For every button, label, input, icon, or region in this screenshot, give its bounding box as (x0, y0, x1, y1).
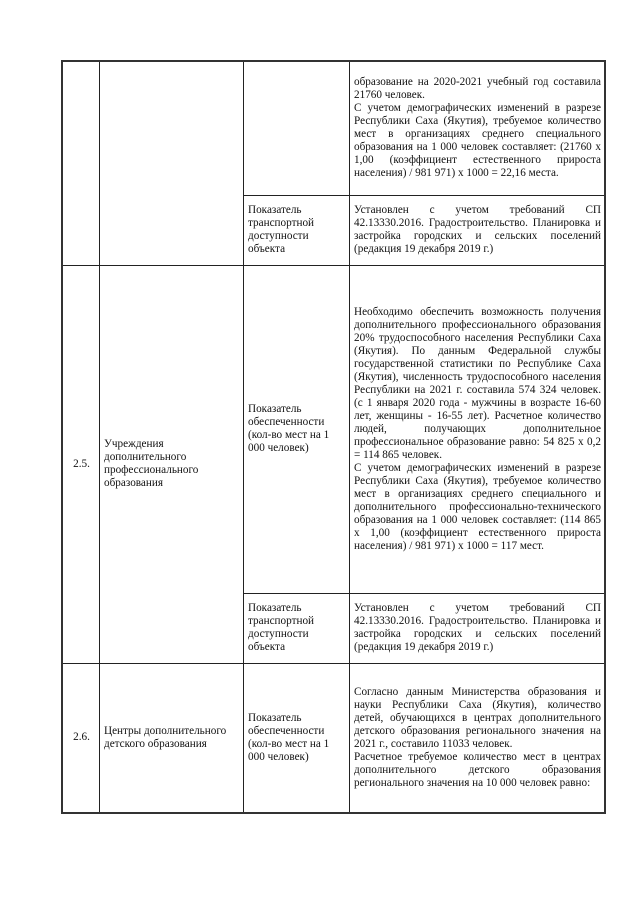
paragraph: образование на 2020-2021 учебный год составила 21760 человек. (354, 76, 601, 102)
facility-name-cell: Учреждения дополнительного профессионального образования (100, 265, 244, 663)
indicator-cell: Показатель транспортной доступности объекта (244, 195, 350, 265)
indicator-cell: Показатель транспортной доступности объекта (244, 593, 350, 663)
description-cell (350, 663, 606, 813)
paragraph: Установлен с учетом требований СП 42.13330.2016. Градостроительство. Планировка и застройка городских и сельских поселений (редакция 19 декабря 2019 г.) (354, 204, 601, 255)
description-cell (350, 195, 606, 265)
paragraph: Установлен с учетом требований СП 42.13330.2016. Градостроительство. Планировка и застройка городских и сельских поселений (редакция 19 декабря 2019 г.) (354, 602, 601, 653)
row-number-cell: 2.5. (62, 265, 100, 663)
description-cell (350, 265, 606, 593)
description-cell (350, 593, 606, 663)
table-row (62, 265, 605, 593)
row-number-cell: 2.6. (62, 663, 100, 813)
indicator-cell (244, 61, 350, 195)
paragraph: С учетом демографических изменений в разрезе Республики Саха (Якутия), требуемое количество мест в организациях среднего специального и дополнительного профессионально-технического образования на 1 000 человек составляет: (114 865 х 1,00 (коэффициент естественного прироста населения) / 981 971) х 1000 = 117 мест. (354, 461, 601, 552)
indicator-cell: Показатель обеспеченности (кол-во мест на 1 000 человек) (244, 265, 350, 593)
facility-name-cell: Центры дополнительного детского образования (100, 663, 244, 813)
row-number-cell (62, 61, 100, 265)
table-row (62, 61, 605, 195)
description-cell (350, 61, 606, 195)
paragraph: Согласно данным Министерства образования и науки Республики Саха (Якутия), количество детей, обучающихся в центрах дополнительного детского образования регионального значения на 2021 г., составило 11033 человек. (354, 685, 601, 750)
paragraph: Необходимо обеспечить возможность получения дополнительного профессионального образования 20% трудоспособного населения Республики Саха (Якутия). По данным Федеральной службы государственной статистики по Республике Саха (Якутия), численность трудоспособного населения Республики на 2021 г. составила 574 324 человек. (с 1 января 2020 года - мужчины в возрасте 16-60 лет, женщины - 16-55 лет). Расчетное количество людей, получающих дополнительное профессиональное образование равно: 54 825 х 0,2 = 114 865 человек. (354, 305, 601, 461)
paragraph: С учетом демографических изменений в разрезе Республики Саха (Якутия), требуемое количество мест в организациях среднего специального образования на 1 000 человек составляет: (21760 х 1,00 (коэффициент естественного прироста населения) / 981 971) х 1000 = 22,16 места. (354, 102, 601, 180)
norms-table (61, 60, 606, 814)
paragraph: Расчетное требуемое количество мест в центрах дополнительного детского образования регионального значения на 10 000 человек равно: (354, 750, 601, 789)
indicator-cell: Показатель обеспеченности (кол-во мест на 1 000 человек) (244, 663, 350, 813)
table-row (62, 663, 605, 813)
facility-name-cell (100, 61, 244, 265)
